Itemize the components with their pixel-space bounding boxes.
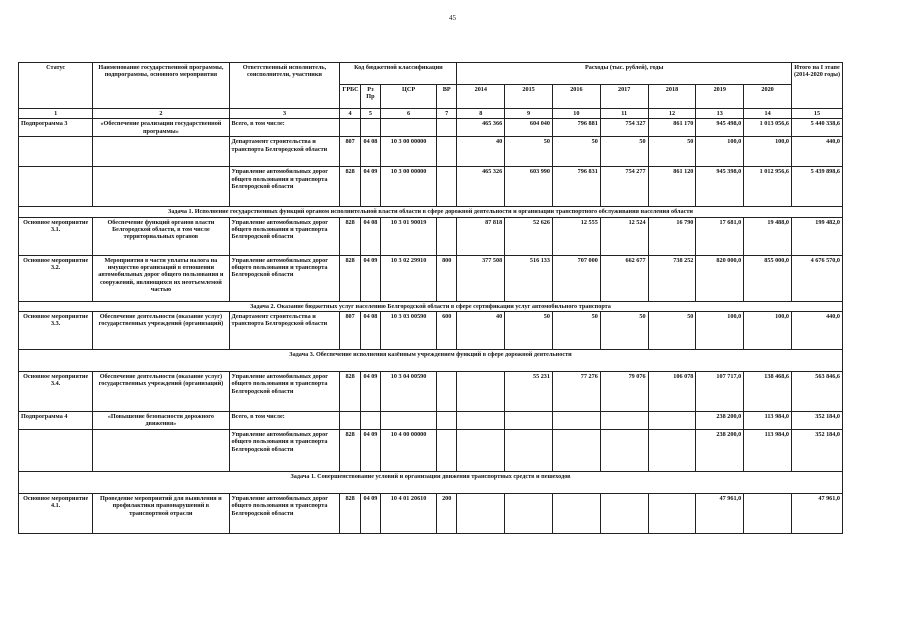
row-year-value: 516 133 [505, 255, 553, 301]
row-year-value: 100,0 [696, 137, 744, 167]
col-number: 2 [93, 109, 229, 119]
row-year-value [505, 412, 553, 430]
row-year-value [457, 494, 505, 534]
row-year-value: 17 681,0 [696, 217, 744, 255]
header-year: 2017 [600, 85, 648, 109]
header-total: Итого на I этапе (2014-2020 годы) [792, 63, 843, 109]
row-rz: 04 09 [360, 255, 380, 301]
row-rz: 04 08 [360, 217, 380, 255]
row-total: 352 184,0 [792, 412, 843, 430]
row-year-value: 1 012 956,6 [744, 167, 792, 207]
row-status: Подпрограмма 3 [19, 119, 93, 137]
row-year-value: 47 961,0 [696, 494, 744, 534]
row-year-value: 50 [505, 137, 553, 167]
col-number: 3 [229, 109, 340, 119]
row-total: 563 846,6 [792, 372, 843, 412]
row-year-value: 50 [552, 137, 600, 167]
header-rz: Рз Пр [360, 85, 380, 109]
row-year-value [648, 494, 696, 534]
row-year-value: 855 000,0 [744, 255, 792, 301]
row-name [93, 167, 229, 207]
row-year-value: 1 013 056,6 [744, 119, 792, 137]
row-vr: 800 [437, 255, 457, 301]
row-csr: 10 3 04 00590 [381, 372, 437, 412]
header-grbs: ГРБС [340, 85, 360, 109]
row-year-value: 138 468,6 [744, 372, 792, 412]
row-year-value: 77 276 [552, 372, 600, 412]
row-year-value: 79 076 [600, 372, 648, 412]
row-year-value: 754 277 [600, 167, 648, 207]
row-responsible: Управление автомобильных дорог общего пользования и транспорта Белгородской области [229, 255, 340, 301]
table-row [19, 312, 843, 350]
row-year-value: 662 677 [600, 255, 648, 301]
row-rz: 04 08 [360, 137, 380, 167]
row-name [93, 137, 229, 167]
row-year-value: 50 [505, 312, 553, 350]
col-number: 14 [744, 109, 792, 119]
row-status [19, 430, 93, 472]
row-responsible: Управление автомобильных дорог общего пользования и транспорта Белгородской области [229, 167, 340, 207]
row-year-value: 100,0 [696, 312, 744, 350]
row-total: 4 676 570,0 [792, 255, 843, 301]
row-grbs: 828 [340, 494, 360, 534]
row-vr [437, 217, 457, 255]
header-year: 2015 [505, 85, 553, 109]
row-total: 5 439 898,6 [792, 167, 843, 207]
row-vr [437, 372, 457, 412]
row-grbs: 828 [340, 217, 360, 255]
col-number: 1 [19, 109, 93, 119]
row-year-value: 238 200,0 [696, 430, 744, 472]
row-year-value: 861 170 [648, 119, 696, 137]
row-name: «Повышение безопасности дорожного движения» [93, 412, 229, 430]
row-total: 440,0 [792, 312, 843, 350]
task-heading: Задача 3. Обеспечение исполнения казённым учреждением функций в сфере дорожной деятельности [19, 350, 843, 372]
row-year-value: 113 984,0 [744, 430, 792, 472]
row-total: 440,0 [792, 137, 843, 167]
row-year-value [744, 494, 792, 534]
row-year-value: 945 398,0 [696, 167, 744, 207]
table-row [19, 119, 843, 137]
row-vr [437, 119, 457, 137]
row-year-value [600, 430, 648, 472]
row-grbs: 828 [340, 255, 360, 301]
row-responsible: Управление автомобильных дорог общего пользования и транспорта Белгородской области [229, 494, 340, 534]
col-number: 5 [360, 109, 380, 119]
row-year-value: 40 [457, 137, 505, 167]
col-number: 8 [457, 109, 505, 119]
table-row [19, 430, 843, 472]
row-rz: 04 09 [360, 494, 380, 534]
row-responsible: Управление автомобильных дорог общего пользования и транспорта Белгородской области [229, 430, 340, 472]
header-responsible: Ответственный исполнитель, соисполнители, участники [229, 63, 340, 109]
row-year-value: 12 524 [600, 217, 648, 255]
row-year-value [552, 494, 600, 534]
row-year-value: 107 717,0 [696, 372, 744, 412]
header-year: 2020 [744, 85, 792, 109]
header-vr: ВР [437, 85, 457, 109]
row-status: Основное мероприятие 3.1. [19, 217, 93, 255]
row-year-value [457, 412, 505, 430]
row-responsible: Управление автомобильных дорог общего пользования и транспорта Белгородской области [229, 217, 340, 255]
row-year-value [457, 430, 505, 472]
header-budget-code: Код бюджетной классификации [340, 63, 457, 85]
row-year-value: 945 498,0 [696, 119, 744, 137]
row-year-value: 820 000,0 [696, 255, 744, 301]
row-year-value [552, 430, 600, 472]
row-year-value: 796 831 [552, 167, 600, 207]
row-vr [437, 137, 457, 167]
row-year-value [600, 412, 648, 430]
header-expenses: Расходы (тыс. рублей), годы [457, 63, 792, 85]
row-vr [437, 412, 457, 430]
row-year-value: 100,0 [744, 312, 792, 350]
row-year-value: 16 790 [648, 217, 696, 255]
row-year-value [505, 430, 553, 472]
row-responsible: Управление автомобильных дорог общего пользования и транспорта Белгородской области [229, 372, 340, 412]
row-name: Обеспечение функций органов власти Белгородской области, в том числе территориальных органов [93, 217, 229, 255]
col-number: 12 [648, 109, 696, 119]
row-year-value [457, 372, 505, 412]
row-grbs: 807 [340, 137, 360, 167]
col-number: 10 [552, 109, 600, 119]
table-row [19, 372, 843, 412]
header-year: 2019 [696, 85, 744, 109]
row-rz [360, 119, 380, 137]
row-grbs: 828 [340, 167, 360, 207]
row-responsible: Всего, в том числе: [229, 119, 340, 137]
row-year-value: 113 984,0 [744, 412, 792, 430]
row-year-value: 465 326 [457, 167, 505, 207]
row-year-value [505, 494, 553, 534]
row-csr: 10 3 00 00000 [381, 167, 437, 207]
row-status [19, 167, 93, 207]
row-year-value: 19 488,0 [744, 217, 792, 255]
row-year-value: 50 [648, 312, 696, 350]
page-number: 45 [449, 14, 456, 22]
row-year-value [600, 494, 648, 534]
row-grbs: 828 [340, 430, 360, 472]
row-rz: 04 09 [360, 372, 380, 412]
row-csr: 10 4 01 20610 [381, 494, 437, 534]
row-year-value: 796 881 [552, 119, 600, 137]
row-grbs: 807 [340, 312, 360, 350]
header-name: Наименование государственной программы, подпрограммы, основного мероприятия [93, 63, 229, 109]
row-responsible: Всего, в том числе: [229, 412, 340, 430]
row-total: 47 961,0 [792, 494, 843, 534]
row-year-value: 106 078 [648, 372, 696, 412]
row-csr: 10 3 02 29910 [381, 255, 437, 301]
row-year-value: 50 [552, 312, 600, 350]
row-rz: 04 09 [360, 167, 380, 207]
row-name [93, 430, 229, 472]
row-year-value: 52 626 [505, 217, 553, 255]
row-year-value: 738 252 [648, 255, 696, 301]
row-csr: 10 3 03 00590 [381, 312, 437, 350]
row-year-value [552, 412, 600, 430]
row-rz: 04 09 [360, 430, 380, 472]
header-year: 2014 [457, 85, 505, 109]
row-status: Подпрограмма 4 [19, 412, 93, 430]
col-number: 9 [505, 109, 553, 119]
row-year-value [648, 430, 696, 472]
row-year-value: 861 120 [648, 167, 696, 207]
row-grbs [340, 412, 360, 430]
table-row [19, 494, 843, 534]
row-year-value: 50 [648, 137, 696, 167]
col-number: 11 [600, 109, 648, 119]
row-csr [381, 119, 437, 137]
col-number: 15 [792, 109, 843, 119]
row-year-value: 50 [600, 137, 648, 167]
row-status: Основное мероприятие 4.1. [19, 494, 93, 534]
row-year-value: 100,0 [744, 137, 792, 167]
table-row [19, 412, 843, 430]
col-number: 13 [696, 109, 744, 119]
header-year: 2016 [552, 85, 600, 109]
row-year-value: 377 508 [457, 255, 505, 301]
budget-table [18, 62, 843, 534]
row-vr: 200 [437, 494, 457, 534]
col-number: 4 [340, 109, 360, 119]
row-year-value [648, 412, 696, 430]
table-row [19, 167, 843, 207]
row-total: 5 440 338,6 [792, 119, 843, 137]
header-year: 2018 [648, 85, 696, 109]
row-name: Мероприятия в части уплаты налога на имущество организаций в отношении автомобильных дорог общего пользования и сооружений, являющихся их неотъемлемой частью [93, 255, 229, 301]
row-grbs [340, 119, 360, 137]
row-year-value: 238 200,0 [696, 412, 744, 430]
task-heading: Задача 2. Оказание бюджетных услуг населению Белгородской области в сфере сертификации услуг автомобильного транспорта [19, 301, 843, 311]
row-year-value: 55 231 [505, 372, 553, 412]
row-rz: 04 08 [360, 312, 380, 350]
row-status: Основное мероприятие 3.3. [19, 312, 93, 350]
row-responsible: Департамент строительства и транспорта Белгородской области [229, 137, 340, 167]
header-csr: ЦСР [381, 85, 437, 109]
row-vr [437, 167, 457, 207]
row-vr [437, 430, 457, 472]
row-year-value: 754 327 [600, 119, 648, 137]
row-total: 352 184,0 [792, 430, 843, 472]
row-year-value: 603 990 [505, 167, 553, 207]
row-responsible: Департамент строительства и транспорта Белгородской области [229, 312, 340, 350]
row-year-value: 12 555 [552, 217, 600, 255]
row-name: Обеспечение деятельности (оказание услуг) государственных учреждений (организаций) [93, 372, 229, 412]
row-csr: 10 3 00 00000 [381, 137, 437, 167]
task-heading: Задача 1. Исполнение государственных функций органом исполнительной власти области в сфере дорожной деятельности и организации транспортного обслуживания населения области [19, 207, 843, 217]
col-number: 7 [437, 109, 457, 119]
row-vr: 600 [437, 312, 457, 350]
row-csr [381, 412, 437, 430]
col-number: 6 [381, 109, 437, 119]
row-csr: 10 3 01 90019 [381, 217, 437, 255]
row-status: Основное мероприятие 3.2. [19, 255, 93, 301]
table-row [19, 217, 843, 255]
row-name: Проведение мероприятий для выявления и профилактики правонарушений в транспортной отрасли [93, 494, 229, 534]
row-grbs: 828 [340, 372, 360, 412]
row-name: «Обеспечение реализации государственной программы» [93, 119, 229, 137]
row-csr: 10 4 00 00000 [381, 430, 437, 472]
row-year-value: 707 000 [552, 255, 600, 301]
header-status: Статус [19, 63, 93, 109]
table-row [19, 137, 843, 167]
row-rz [360, 412, 380, 430]
row-total: 199 482,0 [792, 217, 843, 255]
row-year-value: 40 [457, 312, 505, 350]
row-name: Обеспечение деятельности (оказание услуг) государственных учреждений (организаций) [93, 312, 229, 350]
row-status: Основное мероприятие 3.4. [19, 372, 93, 412]
row-year-value: 87 818 [457, 217, 505, 255]
task-heading: Задача 1. Совершенствование условий и организации движения транспортных средств и пешеходов [19, 472, 843, 494]
row-year-value: 604 040 [505, 119, 553, 137]
table-row [19, 255, 843, 301]
row-status [19, 137, 93, 167]
row-year-value: 465 366 [457, 119, 505, 137]
row-year-value: 50 [600, 312, 648, 350]
